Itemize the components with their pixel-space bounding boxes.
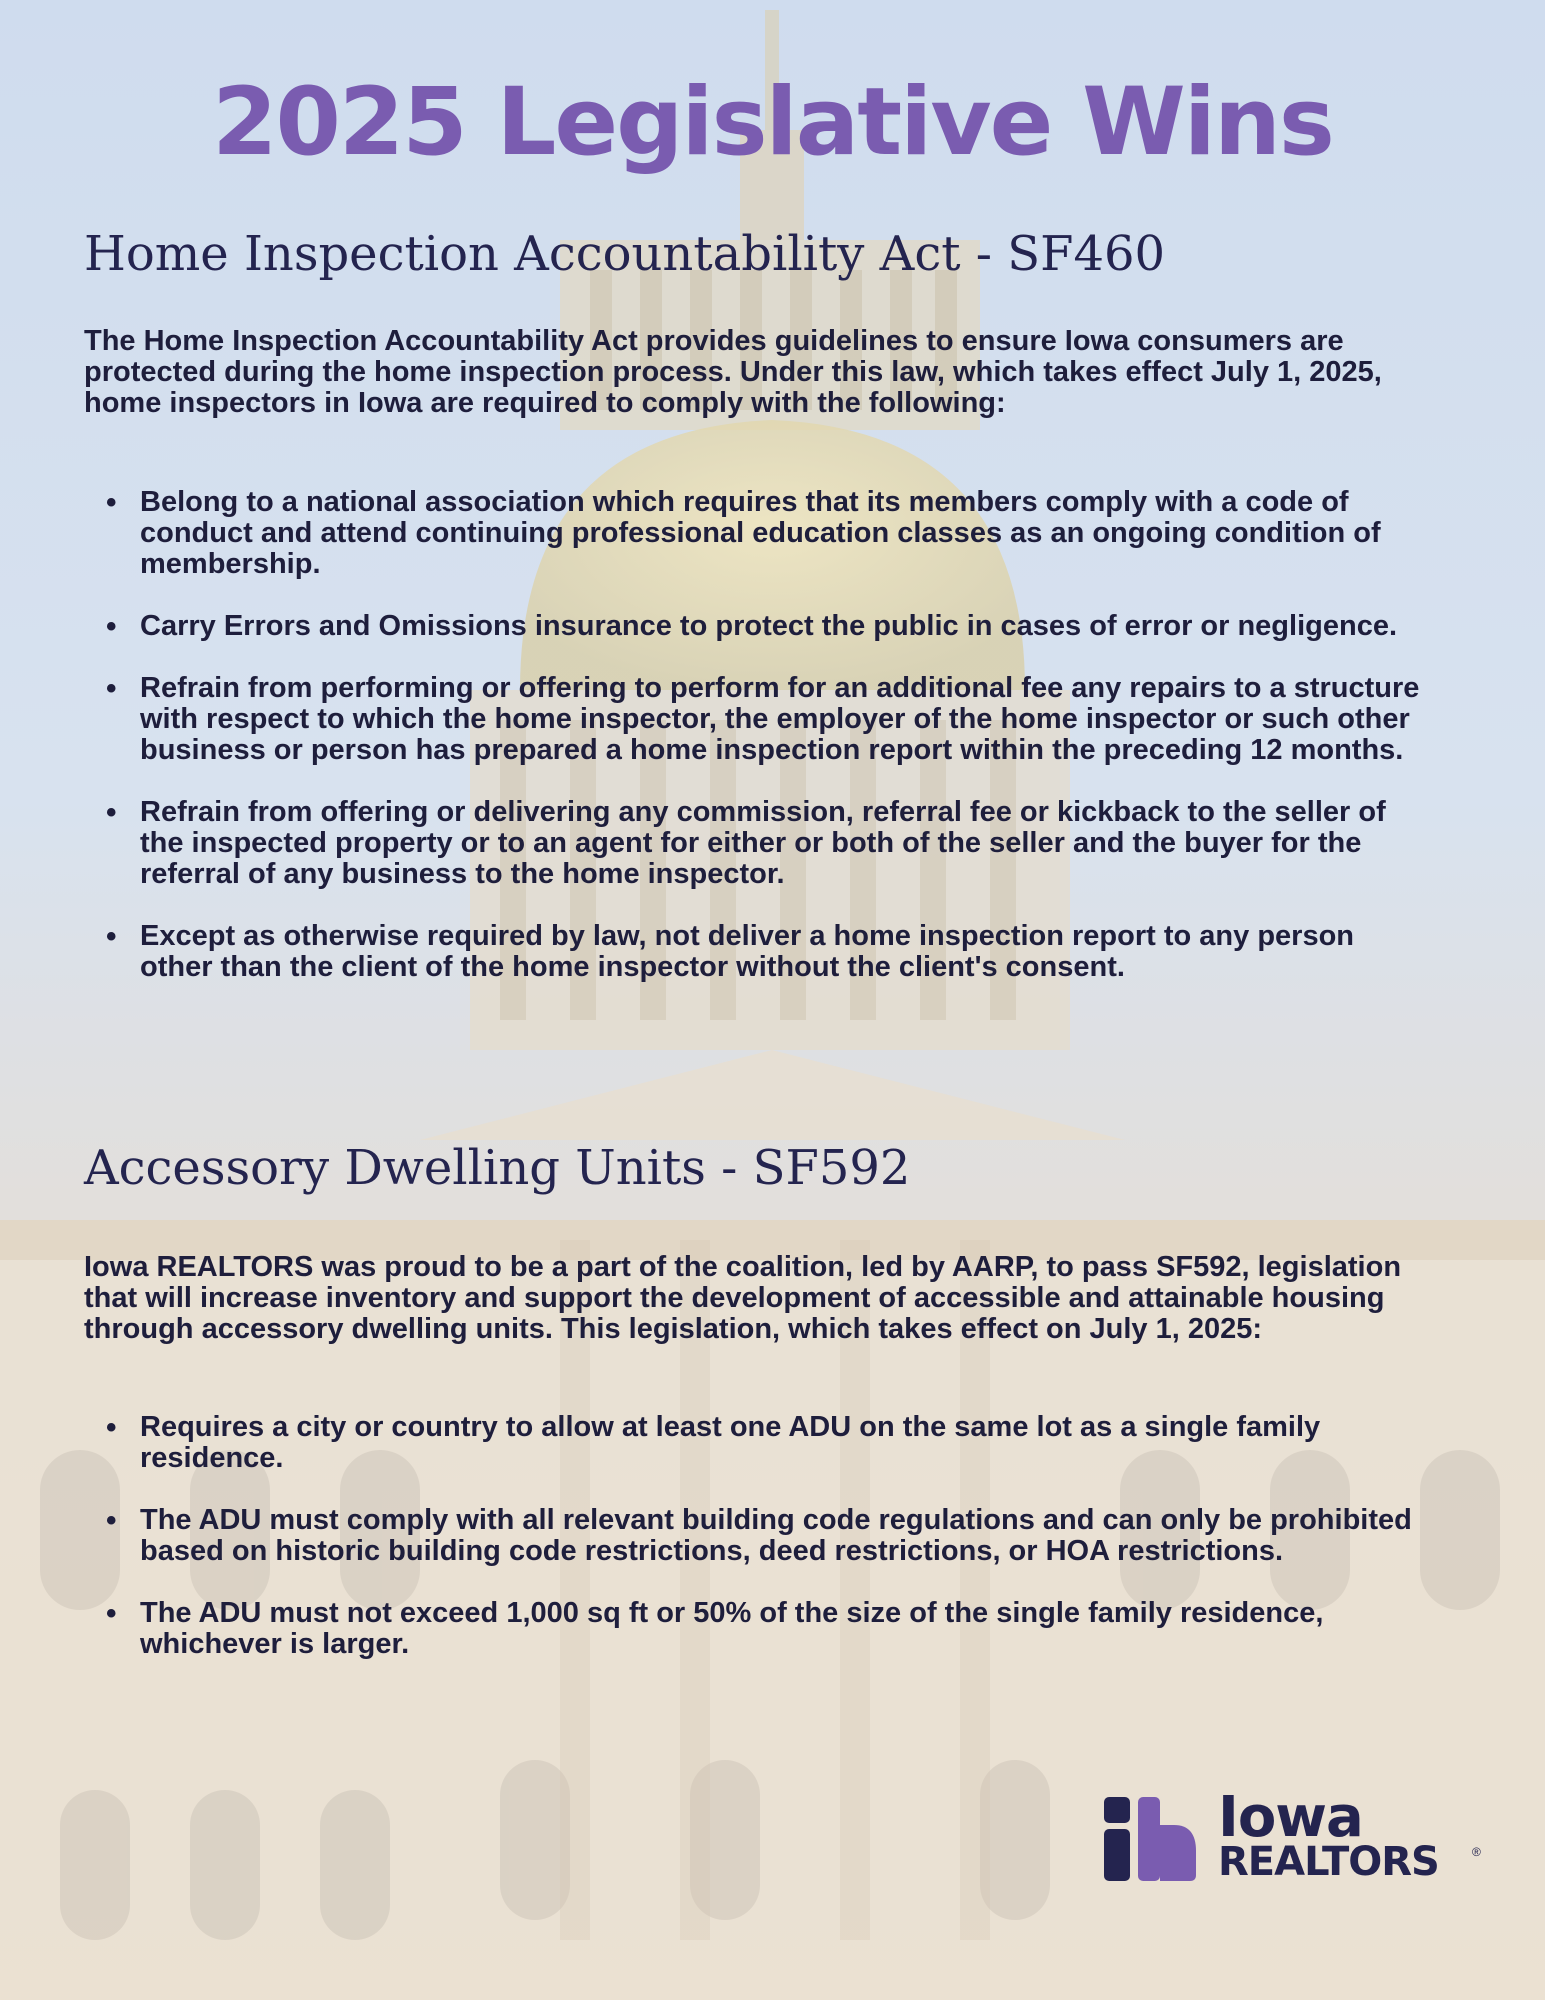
logo-text-iowa: Iowa: [1218, 1785, 1363, 1850]
list-item: • Carry Errors and Omissions insurance to protect the public in cases of error or negligence.: [84, 611, 1424, 642]
page-title: 2025 Legislative Wins: [212, 68, 1333, 177]
section-heading-sf592: Accessory Dwelling Units - SF592: [84, 1140, 911, 1196]
logo-text-realtors: REALTORS: [1218, 1839, 1439, 1885]
section-intro-sf460: The Home Inspection Accountability Act provides guidelines to ensure Iowa consumers are protected during the home inspection process. Under this law, which takes effect July 1, 2025, home inspectors in Iowa are required to comply with the following:: [84, 325, 1382, 419]
section-heading-sf460: Home Inspection Accountability Act - SF460: [84, 226, 1166, 282]
registered-mark: ®: [1472, 1845, 1481, 1859]
bullet-list-sf592: [84, 1412, 1424, 1660]
list-item: • Except as otherwise required by law, not deliver a home inspection report to any person other than the client of the home inspector without the client's consent.: [84, 921, 1424, 983]
section-intro-sf592: Iowa REALTORS was proud to be a part of the coalition, led by AARP, to pass SF592, legislation that will increase inventory and support the development of accessible and attainable housing through accessory dwelling units. This legislation, which takes effect on July 1, 2025:: [84, 1251, 1402, 1345]
list-item: • Requires a city or country to allow at least one ADU on the same lot as a single family residence.: [84, 1412, 1424, 1474]
list-item: • Refrain from performing or offering to perform for an additional fee any repairs to a structure with respect to which the home inspector, the employer of the home inspector or such other business or person has prepared a home inspection report within the preceding 12 months.: [84, 673, 1424, 766]
list-item: • Refrain from offering or delivering any commission, referral fee or kickback to the seller of the inspected property or to an agent for either or both of the seller and the buyer for the referral of any business to the home inspector.: [84, 797, 1424, 890]
iowa-realtors-logo: [1100, 1785, 1490, 1885]
list-item: • The ADU must comply with all relevant building code regulations and can only be prohibited based on historic building code restrictions, deed restrictions, or HOA restrictions.: [84, 1505, 1424, 1567]
bullet-list-sf460: [84, 487, 1424, 983]
list-item: • Belong to a national association which requires that its members comply with a code of conduct and attend continuing professional education classes as an ongoing condition of membership.: [84, 487, 1424, 580]
list-item: • The ADU must not exceed 1,000 sq ft or 50% of the size of the single family residence, whichever is larger.: [84, 1598, 1424, 1660]
iowa-realtors-logo-icon: [1100, 1795, 1200, 1885]
